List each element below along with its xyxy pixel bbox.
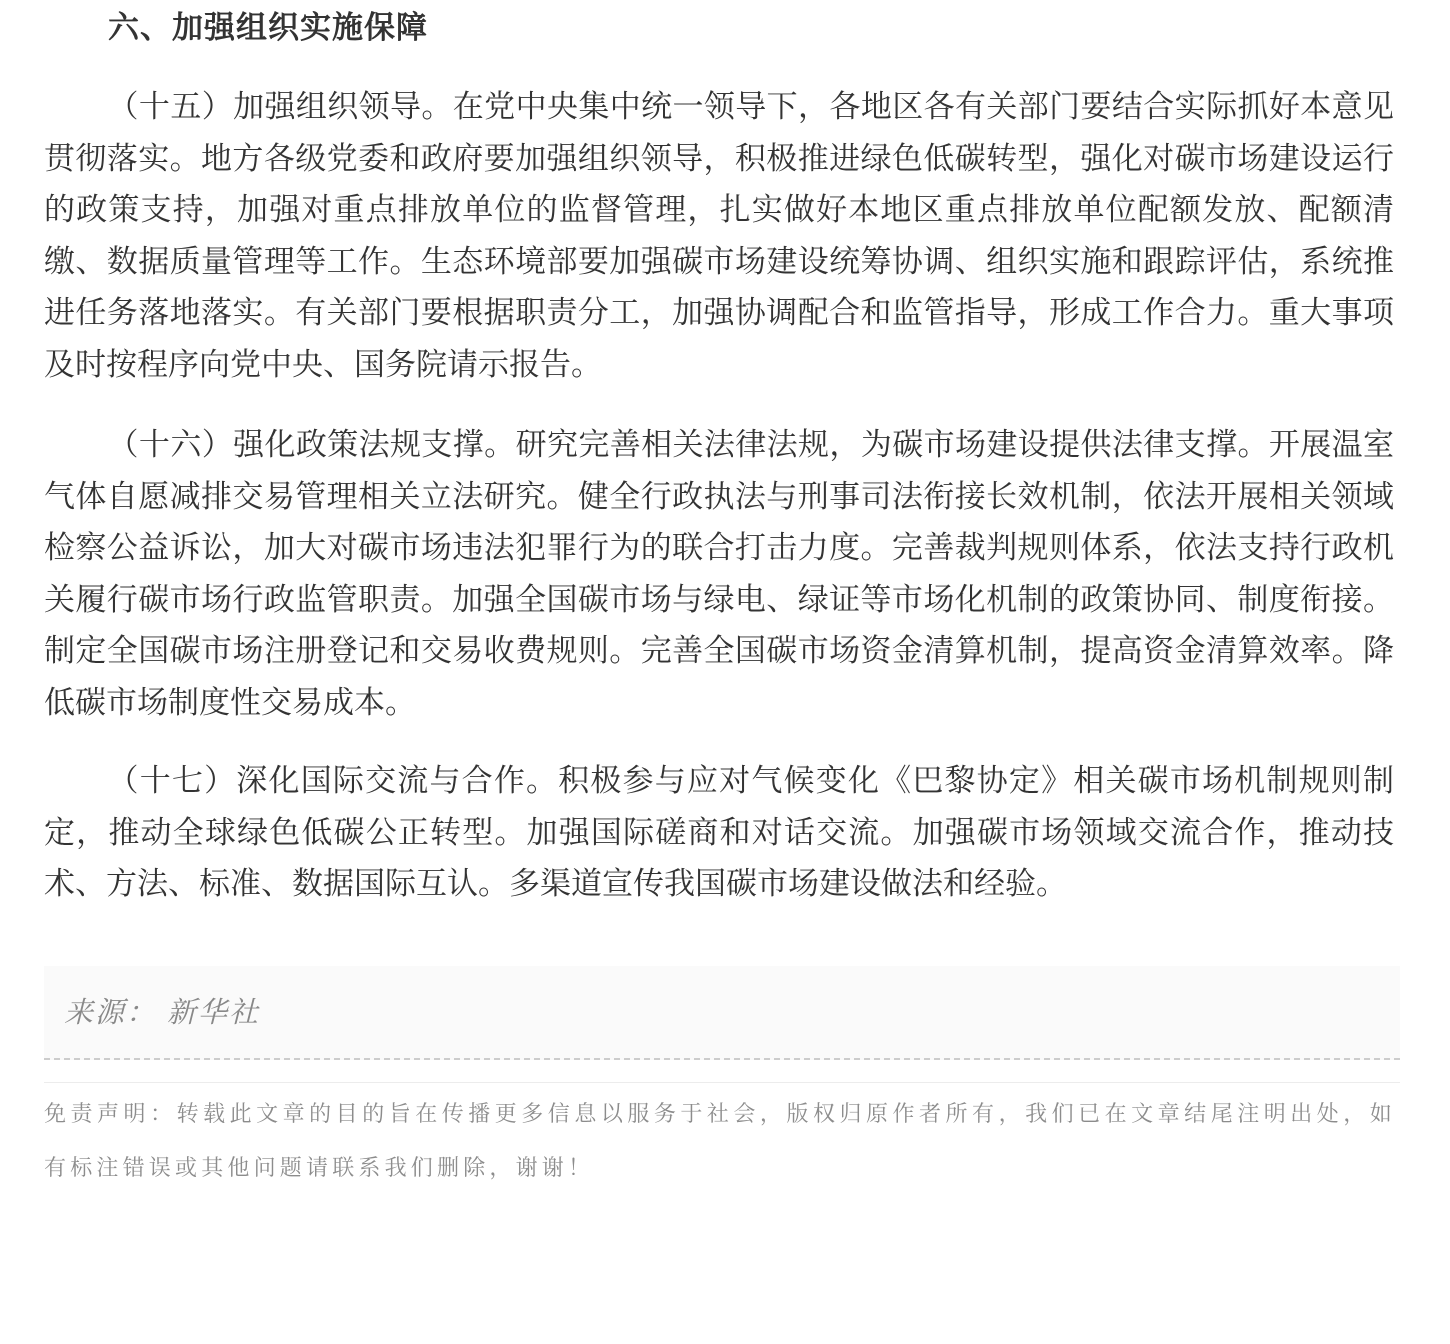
divider (44, 1082, 1400, 1083)
section-heading: 六、加强组织实施保障 (108, 10, 428, 46)
disclaimer-text: 免责声明：转载此文章的目的旨在传播更多信息以服务于社会，版权归原作者所有，我们已在文章结尾注明出处，如有标注错误或其他问题请联系我们删除，谢谢！ (44, 1102, 1396, 1181)
source-line (64, 990, 260, 1034)
source-label: 来源： (64, 995, 158, 1029)
paragraph-17: （十七）深化国际交流与合作。积极参与应对气候变化《巴黎协定》相关碳市场机制规则制定，推动全球绿色低碳公正转型。加强国际磋商和对话交流。加强碳市场领域交流合作，推动技术、方法、标准、数据国际互认。多渠道宣传我国碳市场建设做法和经验。 (44, 763, 1394, 902)
source-box (44, 966, 1400, 1060)
paragraph-15: （十五）加强组织领导。在党中央集中统一领导下，各地区各有关部门要结合实际抓好本意见贯彻落实。地方各级党委和政府要加强组织领导，积极推进绿色低碳转型，强化对碳市场建设运行的政策支持，加强对重点排放单位的监督管理，扎实做好本地区重点排放单位配额发放、配额清缴、数据质量管理等工作。生态环境部要加强碳市场建设统筹协调、组织实施和跟踪评估，系统推进任务落地落实。有关部门要根据职责分工，加强协调配合和监管指导，形成工作合力。重大事项及时按程序向党中央、国务院请示报告。 (44, 89, 1394, 383)
source-value: 新华社 (167, 995, 261, 1029)
paragraph-16: （十六）强化政策法规支撑。研究完善相关法律法规，为碳市场建设提供法律支撑。开展温室气体自愿减排交易管理相关立法研究。健全行政执法与刑事司法衔接长效机制，依法开展相关领域检察公益诉讼，加大对碳市场违法犯罪行为的联合打击力度。完善裁判规则体系，依法支持行政机关履行碳市场行政监管职责。加强全国碳市场与绿电、绿证等市场化机制的政策协同、制度衔接。制定全国碳市场注册登记和交易收费规则。完善全国碳市场资金清算机制，提高资金清算效率。降低碳市场制度性交易成本。 (44, 427, 1394, 721)
